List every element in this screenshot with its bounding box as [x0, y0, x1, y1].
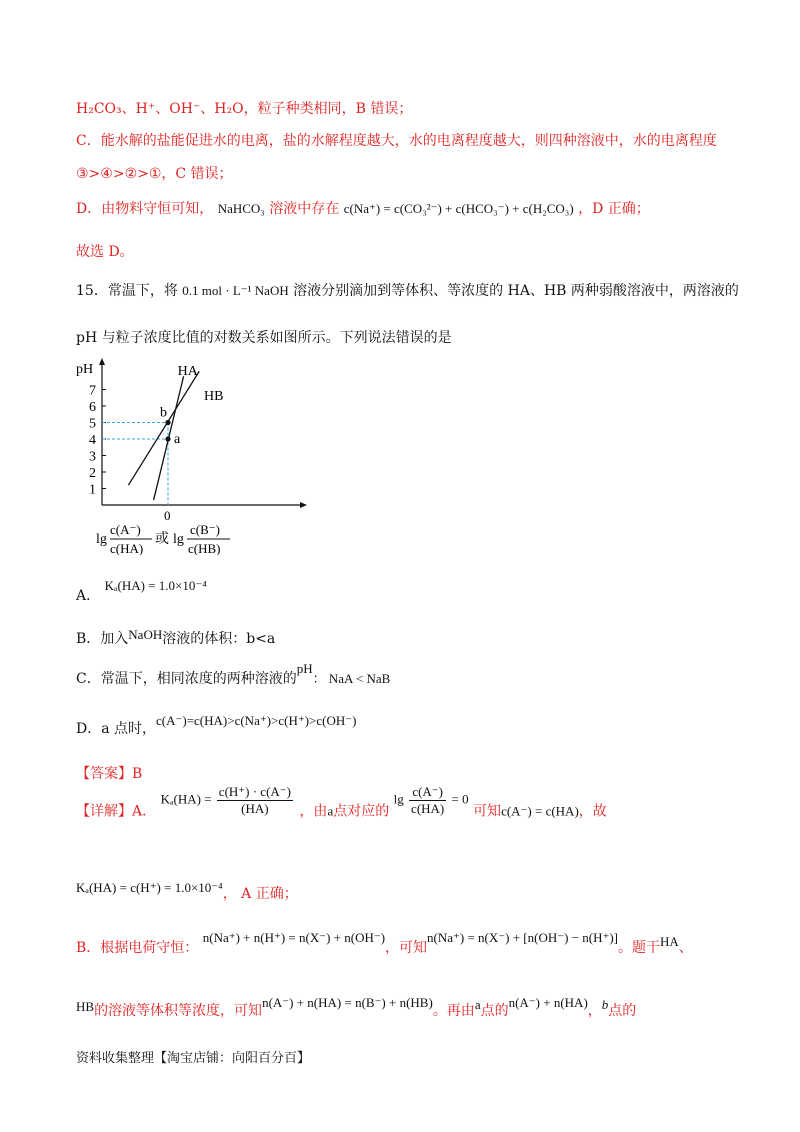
ha-ref: HA	[660, 934, 679, 949]
x-axis-arrow	[300, 502, 307, 508]
detail-line2-text: ， A 正确；	[222, 886, 298, 902]
text-line-1: H₂CO₃、H⁺、OH⁻、H₂O，粒子种类相同，B 错误；	[76, 101, 413, 117]
option-b	[76, 628, 275, 648]
x-tick-label-0: 0	[164, 508, 171, 523]
equal-conc-formula: c(A⁻) = c(HA)	[501, 803, 579, 819]
question-text-b: 溶液分别滴加到等体积、等浓度的 HA、HB 两种弱酸溶液中，两溶液的	[293, 283, 739, 299]
lg-equals: = 0	[451, 791, 469, 807]
y-tick-label-3: 3	[89, 449, 96, 465]
detail-c-text-3: 点的	[480, 1003, 509, 1019]
detail-line-2	[76, 880, 298, 903]
detail-text-2: 点对应的	[333, 803, 390, 820]
charge-conservation-formula: n(Na⁺) + n(H⁺) = n(X⁻) + n(OH⁻)	[202, 930, 386, 945]
option-d-formula: c(A⁻)=c(HA)>c(Na⁺)>c(H⁺)>c(OH⁻)	[156, 713, 357, 728]
y-tick-label-2: 2	[89, 466, 96, 481]
detail-b-label: B．根据电荷守恒：	[76, 940, 199, 956]
series-label-ha: HA	[177, 364, 198, 379]
option-d-text: D．a 点时，	[76, 721, 157, 737]
sodium-amount-formula: n(Na⁺) = n(X⁻) + [n(OH⁻) − n(H⁺)]	[427, 930, 618, 945]
detail-b-text-2: 。题干	[618, 940, 660, 956]
point-a-ref: a	[327, 803, 334, 819]
option-a	[76, 578, 207, 605]
option-c-ph: pH	[296, 661, 313, 676]
point-a	[165, 436, 170, 441]
question-15-line-2: pH 与粒子浓度比值的对数关系如图所示。下列说法错误的是	[76, 330, 452, 346]
detail-c-text-4: ，	[587, 1003, 602, 1019]
detail-text-4: ，故	[578, 803, 607, 820]
series-line-hb	[128, 371, 199, 485]
x-label-num-2: c(B⁻)	[190, 522, 220, 537]
line4-text-a: D．由物料守恒可知，	[76, 201, 214, 217]
x-label-den-2: c(HB)	[188, 541, 221, 555]
option-c-formula: ： NaA < NaB	[312, 671, 391, 686]
material-balance-formula: n(A⁻) + n(HA) = n(B⁻) + n(HB)	[262, 995, 433, 1010]
detail-b-text-3: 、	[678, 940, 693, 956]
x-label-lg-2: lg	[173, 532, 184, 547]
ph-chart	[72, 355, 312, 555]
lg-fraction	[409, 784, 446, 817]
answer-line: 【答案】B	[76, 766, 143, 782]
hb-ref: HB	[76, 999, 95, 1014]
detail-text-1: ，由	[299, 803, 328, 820]
ka-numerator: c(H⁺) · c(A⁻)	[218, 784, 291, 799]
point-b-ref: b	[601, 997, 609, 1012]
y-axis-arrow	[99, 358, 105, 365]
naoh-concentration-formula: 0.1 mol · L⁻¹ NaOH	[182, 283, 289, 298]
text-line-2: C．能水解的盐能促进水的电离，盐的水解程度越大，水的电离程度越大，则四种溶液中，水的电离程度	[76, 133, 717, 149]
detail-label: 【详解】A．	[76, 803, 157, 820]
line4-text-c: ，D 正确；	[578, 201, 650, 217]
lg-symbol: lg	[393, 791, 404, 807]
option-b-text-b: 溶液的体积：b<a	[162, 631, 276, 647]
detail-b-text-1: ，可知	[385, 940, 428, 956]
option-b-naoh: NaOH	[128, 627, 163, 642]
footer-note: 资料收集整理【淘宝店铺：向阳百分百】	[76, 1051, 311, 1066]
detail-c-text-5: 点的	[608, 1003, 637, 1019]
detail-c-text-2: 。再由	[432, 1003, 475, 1019]
option-c-text: C．常温下，相同浓度的两种溶液的	[76, 671, 297, 687]
option-c	[76, 661, 391, 688]
lg-denominator: c(HA)	[411, 801, 445, 816]
y-tick-label-1: 1	[89, 482, 96, 498]
question-text-a: 15．常温下，将	[76, 283, 178, 299]
text-line-4	[76, 198, 650, 218]
lg-numerator: c(A⁻)	[409, 784, 446, 801]
x-label-den-1: c(HA)	[110, 541, 144, 555]
x-label-lg-1: lg	[96, 532, 107, 547]
option-b-text-a: B．加入	[76, 631, 129, 647]
detail-text-3: 可知	[473, 803, 502, 820]
y-tick-label-6: 6	[89, 400, 96, 415]
question-15-line-1	[76, 280, 739, 300]
ka-denominator: (HA)	[241, 801, 269, 816]
text-line-5: 故选 D。	[76, 244, 134, 260]
y-tick-label-5: 5	[89, 416, 96, 432]
point-label-b: b	[160, 405, 167, 421]
detail-c-text-1: 的溶液等体积等浓度，可知	[94, 1003, 263, 1019]
text-line-3: ③>④>②>①，C 错误；	[76, 166, 233, 182]
x-label-num-1: c(A⁻)	[110, 522, 141, 537]
line4-text-b: 溶液中存在	[269, 201, 340, 217]
ka-value-formula: Kₐ(HA) = c(H⁺) = 1.0×10⁻⁴	[76, 880, 223, 895]
lg-ratio-formula	[394, 784, 469, 817]
detail-line-4	[76, 995, 637, 1020]
point-b	[165, 420, 170, 425]
material-conservation-formula: c(Na⁺) = c(CO₃²⁻) + c(HCO₃⁻) + c(H₂CO₃)	[343, 201, 574, 216]
x-label-or: 或	[155, 531, 169, 547]
y-axis-label: pH	[76, 362, 94, 377]
series-label-hb: HB	[204, 389, 224, 404]
point-a-sum-formula: n(A⁻) + n(HA)	[508, 995, 588, 1010]
option-d	[76, 713, 357, 738]
option-a-formula: Kₐ(HA) = 1.0×10⁻⁴	[104, 578, 207, 593]
option-a-label: A．	[76, 588, 101, 604]
nahco3-formula: NaHCO₃	[217, 201, 265, 216]
point-a-ref-2: a	[474, 997, 481, 1012]
ka-lhs: Kₐ(HA) =	[160, 791, 212, 807]
point-label-a: a	[174, 432, 181, 447]
y-tick-label-4: 4	[89, 433, 96, 448]
y-tick-label-7: 7	[89, 383, 96, 399]
ka-definition	[161, 784, 295, 817]
ka-fraction	[217, 784, 293, 817]
detail-line-3	[76, 930, 693, 957]
